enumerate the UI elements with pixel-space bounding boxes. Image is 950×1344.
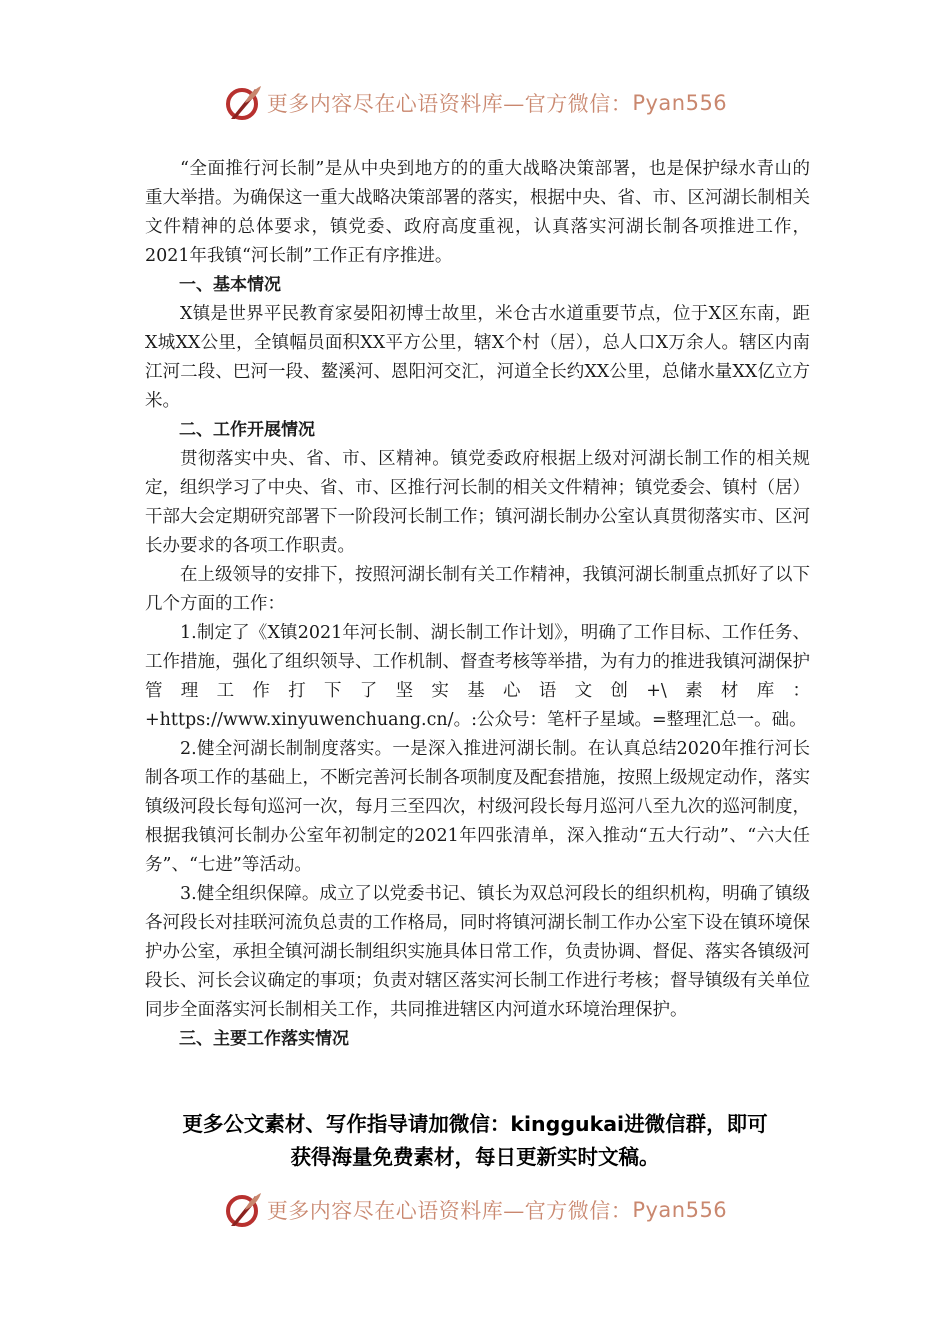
body-paragraph: 在上级领导的安排下，按照河湖长制有关工作精神，我镇河湖长制重点抓好了以下几个方面的工作： <box>145 565 810 614</box>
body-paragraph: 贯彻落实中央、省、市、区精神。镇党委政府根据上级对河湖长制工作的相关规定，组织学习了中央、省、市、区推行河长制的相关文件精神；镇党委会、镇村（居）干部大会定期研究部署下一阶段河长制工作；镇河湖长制办公室认真贯彻落实市、区河长办要求的各项工作职责。 <box>145 449 810 556</box>
quill-logo-icon <box>223 83 263 123</box>
header-banner <box>0 78 950 128</box>
quill-logo-icon <box>223 1190 263 1230</box>
footer-banner <box>0 1185 950 1235</box>
section-heading: 三、主要工作落实情况 <box>179 1029 349 1049</box>
banner-wechat-id: Pyan556 <box>632 1198 728 1222</box>
body-paragraph: 1.制定了《X镇2021年河长制、湖长制工作计划》，明确了工作目标、工作任务、工作措施，强化了组织领导、工作机制、督查考核等举措，为有力的推进我镇河湖保护管理工作打下了坚实基心语文创+\素材库：+https://www.xinyuwenchuang.cn/。:公众号：笔杆子星域。=整理汇总一。础。 <box>145 623 810 730</box>
section-heading: 二、工作开展情况 <box>179 420 315 440</box>
promo-line: 获得海量免费素材，每日更新实时文稿。 <box>290 1145 660 1169</box>
promo-line: 更多公文素材、写作指导请加微信：kinggukai进微信群，即可 <box>182 1112 768 1136</box>
body-paragraph: 2.健全河湖长制制度落实。一是深入推进河湖长制。在认真总结2020年推行河长制各项工作的基础上，不断完善河长制各项制度及配套措施，按照上级规定动作，落实镇级河段长每旬巡河一次，每月三至四次，村级河段长每月巡河八至九次的巡河制度，根据我镇河长制办公室年初制定的2021年四张清单，深入推动“五大行动”、“六大任务”、“七进”等活动。 <box>145 739 810 875</box>
banner-wechat-id: Pyan556 <box>632 91 728 115</box>
promo-block <box>100 1108 850 1174</box>
body-paragraph: 3.健全组织保障。成立了以党委书记、镇长为双总河段长的组织机构，明确了镇级各河段长对挂联河流负总责的工作格局，同时将镇河湖长制工作办公室下设在镇环境保护办公室，承担全镇河湖长制组织实施具体日常工作，负责协调、督促、落实各镇级河段长、河长会议确定的事项；负责对辖区落实河长制工作进行考核；督导镇级有关单位同步全面落实河长制相关工作，共同推进辖区内河道水环境治理保护。 <box>145 884 810 1020</box>
banner-text: 更多内容尽在心语资料库—官方微信： <box>266 1199 633 1223</box>
section-heading: 一、基本情况 <box>179 275 281 295</box>
body-paragraph: X镇是世界平民教育家晏阳初博士故里，米仓古水道重要节点，位于X区东南，距X城XX公里，全镇幅员面积XX平方公里，辖X个村（居），总人口X万余人。辖区内南江河二段、巴河一段、鳌溪河、恩阳河交汇，河道全长约XX公里，总储水量XX亿立方米。 <box>145 304 810 411</box>
intro-paragraph: “全面推行河长制”是从中央到地方的的重大战略决策部署，也是保护绿水青山的重大举措。为确保这一重大战略决策部署的落实，根据中央、省、市、区河湖长制相关文件精神的总体要求，镇党委、政府高度重视，认真落实河湖长制各项推进工作，2021年我镇“河长制”工作正有序推进。 <box>145 159 810 266</box>
banner-text: 更多内容尽在心语资料库—官方微信： <box>266 92 633 116</box>
document-body <box>145 155 810 1054</box>
